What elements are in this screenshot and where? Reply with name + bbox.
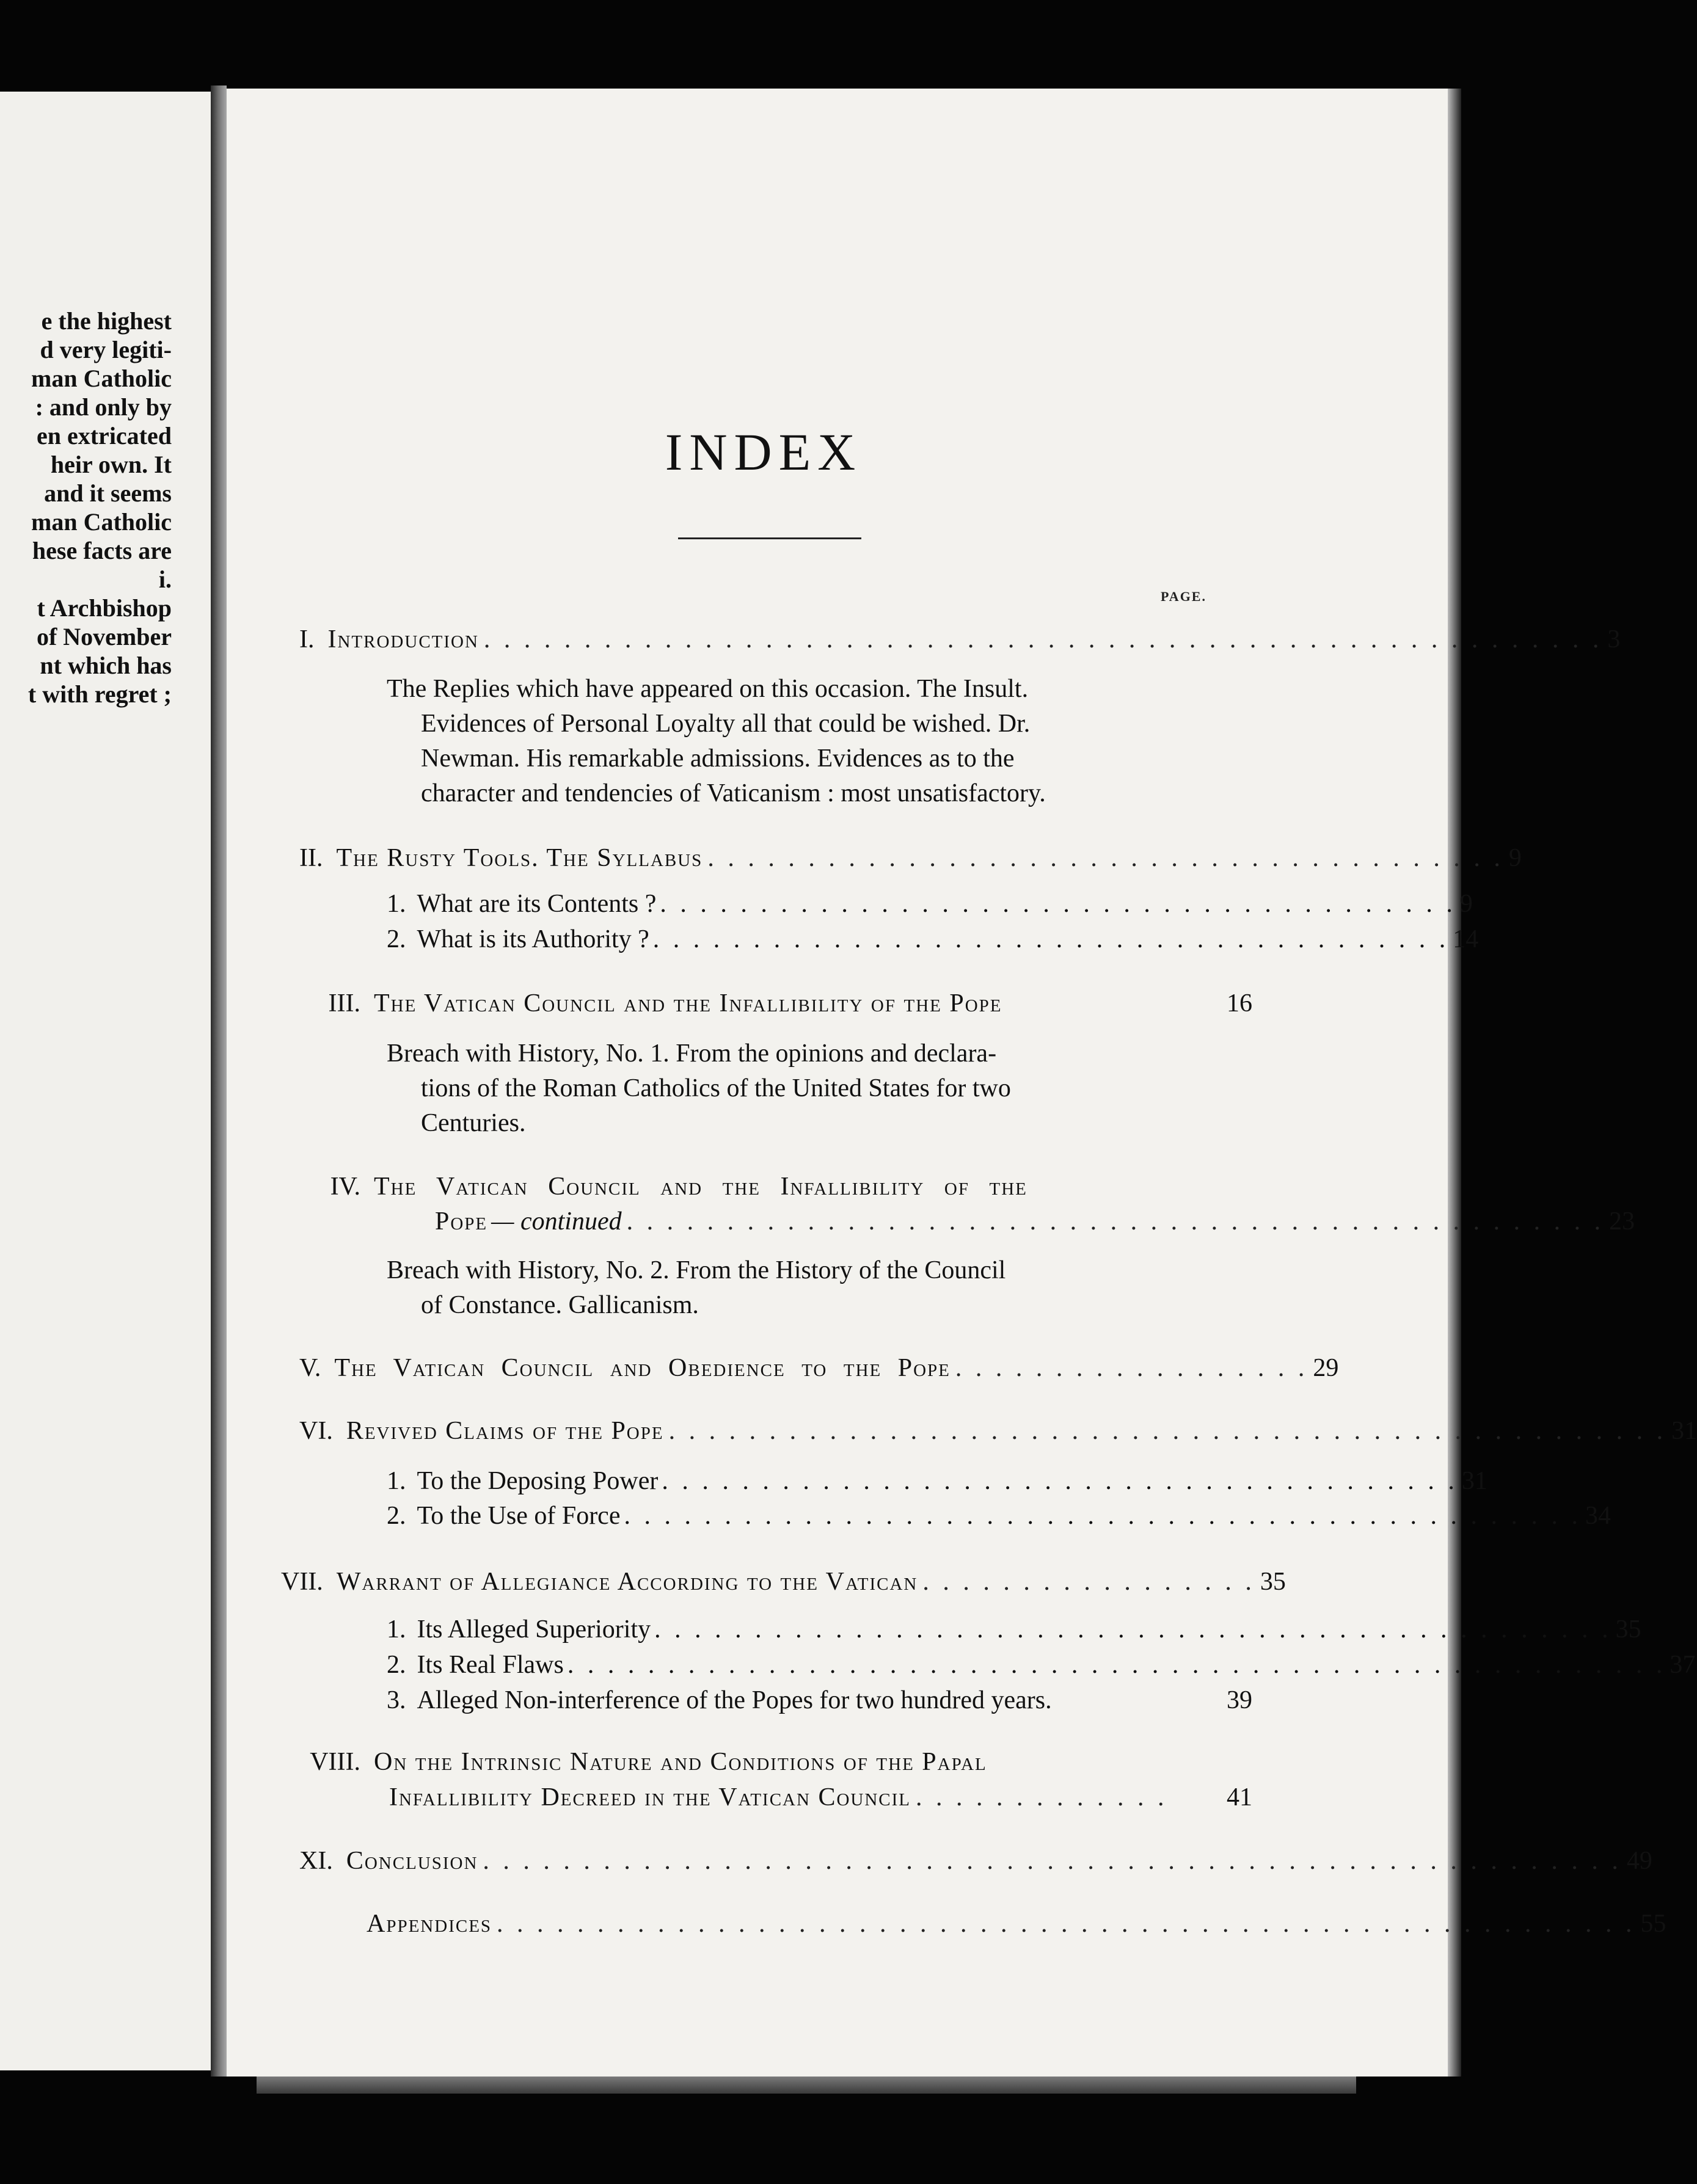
toc-entry-description: [387, 1036, 1196, 1141]
toc-entry-number: XI.: [299, 1847, 333, 1875]
toc-entry-allegiance: [281, 1567, 1286, 1597]
toc-entry-title: The Vatican Council and the Infallibility of the Pope: [374, 989, 1002, 1017]
page-title: INDEX: [665, 423, 863, 481]
left-facing-page: [0, 92, 211, 2070]
left-page-line: man Catholic: [31, 365, 172, 392]
left-page-line: heir own. It: [50, 451, 172, 478]
toc-entry-title: On the Intrinsic Nature and Conditions of the Papal: [374, 1748, 987, 1776]
toc-entry-number: VIII.: [310, 1748, 360, 1776]
toc-entry-introduction: [299, 624, 1621, 655]
left-page-line: : and only by: [35, 393, 172, 421]
toc-entry-infallibility-continued-line2: [435, 1206, 1635, 1237]
left-page-line: and it seems: [44, 479, 172, 507]
toc-subentry-number: 1.: [387, 890, 406, 918]
toc-entry-page: 16: [1227, 989, 1252, 1017]
toc-entry-infallibility: [299, 988, 1252, 1019]
toc-subentry-text: Its Alleged Superiority: [417, 1615, 651, 1643]
toc-entry-intrinsic-nature: [278, 1747, 1200, 1777]
toc-entry-title: The Vatican Council and the Infallibility of the: [374, 1173, 1027, 1201]
toc-subentry-number: 1.: [387, 1467, 406, 1495]
left-page-line: hese facts are: [32, 537, 172, 564]
toc-leader-dots: . . . . . . . . . . . . . . . . . . . . . . . . . . . . . . . . . . . . . . . . . . . . . . . . . . . . . . . . .: [483, 1847, 1622, 1875]
toc-entry-number: V.: [299, 1354, 321, 1382]
toc-subentry-page: 34: [1585, 1502, 1611, 1530]
toc-entry-title: The Vatican Council and Obedience to the Pope: [334, 1354, 951, 1382]
description-line: Breach with History, No. 2. From the History of the Council: [387, 1256, 1006, 1284]
toc-subentry-number: 2.: [387, 925, 406, 953]
page-edge-shadow: [1448, 89, 1461, 2077]
toc-subentry-text: To the Deposing Power: [417, 1467, 659, 1495]
toc-subentry: [387, 889, 1473, 919]
toc-subentry-text: What is its Authority ?: [417, 925, 649, 953]
toc-subentry-page: 37: [1670, 1651, 1696, 1679]
toc-leader-dots: . . . . . . . . . . . . .: [916, 1783, 1168, 1811]
toc-leader-dots: . . . . . . . . . . . . . . . . . . . . . . . . . . . . . . . . . . . . . . . . . . . . . . . . . . . . . . .: [567, 1651, 1666, 1679]
left-page-line: i.: [158, 566, 172, 593]
page-bottom-edge: [257, 2077, 1356, 2094]
toc-entry-syllabus: [299, 843, 1522, 873]
toc-entry-title: Warrant of Allegiance According to the Vatican: [336, 1568, 918, 1596]
toc-entry-number: IV.: [330, 1173, 360, 1201]
toc-leader-dots: . . . . . . . . . . . . . . . . . . . . . . . . . . . . . . . . . . . . . . . .: [662, 1467, 1458, 1495]
left-page-line: t Archbishop: [37, 594, 172, 622]
toc-leader-dots: . . . . . . . . . . . . . . . . . . . . . . . . . . . . . . . . . . . . . . . . . . . . . . . . .: [626, 1207, 1605, 1236]
toc-subentry-page: 9: [1459, 890, 1473, 918]
toc-entry-conclusion: [299, 1846, 1652, 1876]
description-line: character and tendencies of Vaticanism : most unsatisfactory.: [421, 779, 1046, 807]
toc-entry-description: [387, 1253, 1196, 1323]
description-line: Evidences of Personal Loyalty all that could be wished. Dr.: [421, 710, 1031, 738]
page-column-label: PAGE.: [1161, 589, 1206, 604]
toc-leader-dots: . . . . . . . . . . . . . . . . . . . . . . . . . . . . . . . . . . . . . . . . . . . . . . . . . .: [668, 1417, 1667, 1445]
left-page-line: en extricated: [36, 422, 172, 450]
toc-subentry: [387, 1501, 1611, 1531]
toc-leader-dots: . . . . . . . . . . . . . . . . . . . . . . . . . . . . . . . . . . . . . . . . . . . . . . . . . . . . . . . .: [483, 625, 1603, 653]
description-line: Newman. His remarkable admissions. Evidences as to the: [421, 744, 1015, 773]
toc-subentry-page: 35: [1615, 1615, 1641, 1643]
description-line: Breach with History, No. 1. From the opinions and declara-: [387, 1039, 997, 1068]
toc-leader-dots: . . . . . . . . . . . . . . . . . . . . . . . . . . . . . . . . . . . . . . . . . . . . . . . . . . . . . . . . .: [497, 1910, 1636, 1938]
toc-entry-number: VI.: [299, 1417, 333, 1445]
toc-subentry: [387, 1466, 1487, 1496]
toc-entry-title: The Rusty Tools. The Syllabus: [336, 844, 703, 872]
toc-entry-page: 31: [1671, 1417, 1697, 1445]
toc-leader-dots: . . . . . . . . . . . . . . . . . . . . . . . . . . . . . . . . . . . . . . . .: [707, 844, 1504, 872]
toc-entry-title: Infallibility Decreed in the Vatican Council: [389, 1783, 911, 1811]
toc-entry-page: 55: [1640, 1910, 1666, 1938]
toc-leader-dots: . . . . . . . . . . . . . . . . . . . . . . . . . . . . . . . . . . . . . . . .: [660, 890, 1456, 918]
description-line: tions of the Roman Catholics of the United States for two: [421, 1074, 1011, 1102]
toc-subentry: [387, 1685, 1252, 1716]
toc-entry-page: 3: [1607, 625, 1621, 653]
book-gutter: [211, 86, 227, 2077]
left-page-line: of November: [36, 623, 172, 650]
description-line: of Constance. Gallicanism.: [421, 1291, 699, 1319]
description-line: Centuries.: [421, 1109, 526, 1137]
toc-subentry-number: 2.: [387, 1651, 406, 1679]
left-page-line: t with regret ;: [27, 680, 172, 708]
toc-leader-dots: . . . . . . . . . . . . . . . . . . . . . . . . . . . . . . . . . . . . . . . . . . . . . . . .: [624, 1502, 1582, 1530]
description-line: The Replies which have appeared on this occasion. The Insult.: [387, 675, 1029, 703]
toc-leader-dots: . . . . . . . . . . . . . . . . .: [922, 1568, 1255, 1596]
toc-entry-page: 9: [1508, 844, 1522, 872]
toc-entry-title: Pope: [435, 1207, 488, 1236]
toc-subentry-text: Alleged Non-interference of the Popes for two hundred years.: [417, 1686, 1052, 1714]
toc-entry-title: Conclusion: [346, 1847, 478, 1875]
toc-subentry-text: Its Real Flaws: [417, 1651, 564, 1679]
left-page-line: man Catholic: [31, 508, 172, 536]
toc-subentry-text: What are its Contents ?: [417, 890, 657, 918]
toc-entry-appendices: [367, 1909, 1666, 1939]
toc-entry-number: II.: [299, 844, 323, 872]
toc-entry-page: 29: [1313, 1354, 1339, 1382]
toc-entry-continued: — continued: [491, 1207, 622, 1236]
toc-entry-page: 49: [1626, 1847, 1652, 1875]
toc-subentry-number: 2.: [387, 1502, 406, 1530]
toc-entry-title: Appendices: [367, 1910, 492, 1938]
toc-subentry-page: 14: [1453, 925, 1479, 953]
left-page-line: nt which has: [40, 652, 172, 679]
toc-leader-dots: . . . . . . . . . . . . . . . . . .: [955, 1354, 1308, 1382]
toc-entry-title: Revived Claims of the Pope: [346, 1417, 664, 1445]
toc-subentry-number: 3.: [387, 1686, 406, 1714]
toc-entry-revived-claims: [299, 1416, 1697, 1446]
toc-entry-intrinsic-nature-line2: [389, 1782, 1252, 1813]
left-page-line: d very legiti-: [40, 336, 172, 363]
toc-entry-title: Introduction: [327, 625, 479, 653]
toc-subentry-text: To the Use of Force: [417, 1502, 621, 1530]
toc-subentry: [387, 1650, 1696, 1680]
toc-entry-infallibility-continued: [299, 1171, 1197, 1202]
toc-subentry: [387, 924, 1479, 955]
toc-leader-dots: . . . . . . . . . . . . . . . . . . . . . . . . . . . . . . . . . . . . . . . .: [652, 925, 1450, 953]
toc-entry-obedience: [299, 1353, 1339, 1383]
title-rule: [678, 537, 861, 539]
toc-entry-number: III.: [328, 989, 360, 1017]
toc-entry-page: 23: [1609, 1207, 1635, 1236]
left-page-line: e the highest: [41, 307, 172, 335]
toc-subentry: [387, 1614, 1641, 1645]
toc-leader-dots: . . . . . . . . . . . . . . . . . . . . . . . . . . . . . . . . . . . . . . . . . . . . . . . .: [654, 1615, 1612, 1643]
toc-entry-page: 41: [1227, 1783, 1252, 1811]
toc-entry-number: VII.: [281, 1568, 323, 1596]
toc-entry-number: I.: [299, 625, 315, 653]
toc-entry-page: 35: [1260, 1568, 1286, 1596]
toc-entry-description: [387, 672, 1196, 811]
toc-subentry-page: 39: [1227, 1686, 1252, 1714]
toc-subentry-page: 31: [1461, 1467, 1487, 1495]
toc-subentry-number: 1.: [387, 1615, 406, 1643]
